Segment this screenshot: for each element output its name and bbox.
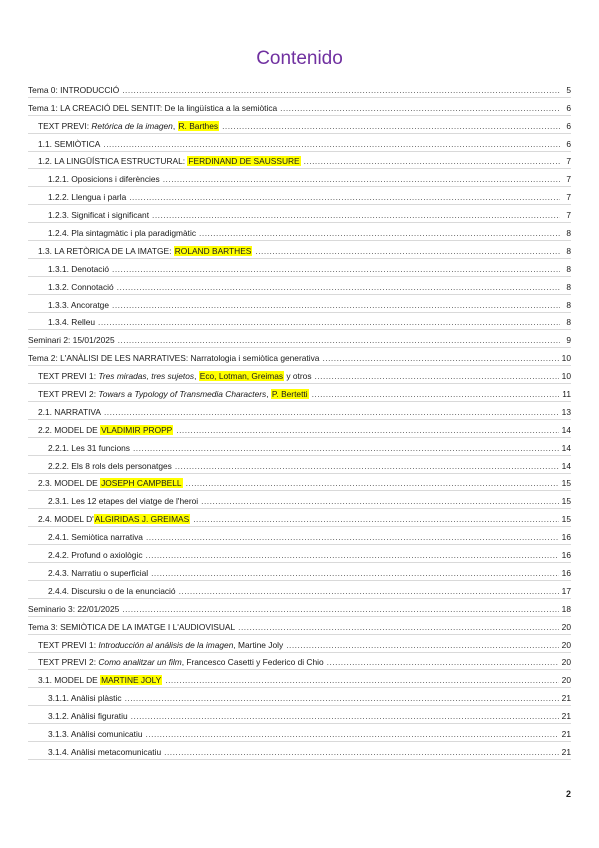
italic-title: Retórica de la imagen: [91, 120, 173, 131]
toc-text-part: 2.2.1. Les 31 funcions: [48, 442, 130, 453]
toc-text-part: 2.4.1. Semiòtica narrativa: [48, 532, 143, 543]
dot-leader: [118, 335, 560, 345]
toc-text-part: 2.3.1. Les 12 etapes del viatge de l'heroi: [48, 496, 199, 507]
toc-text-part: Tema 3: SEMIÒTICA DE LA IMATGE I L'AUDIOVISUAL: [28, 621, 236, 632]
dot-leader: [146, 729, 559, 739]
toc-page-number: 6: [566, 102, 571, 113]
toc-text-part: 3.1.1. Anàlisi plàstic: [48, 693, 122, 704]
toc-text-part: ,: [172, 120, 178, 131]
italic-title: Towars a Typology of Transmedia Characters: [98, 389, 267, 400]
toc-entry-title: [28, 353, 319, 363]
toc-entry-title: [48, 729, 143, 739]
toc-entry[interactable]: [28, 617, 571, 635]
toc-text-part: ,: [266, 389, 271, 400]
toc-entry[interactable]: [28, 134, 571, 152]
toc-entry[interactable]: [28, 116, 571, 134]
toc-page-number: 14: [561, 442, 571, 453]
highlighted-author: ALGIRIDAS J. GREIMAS: [94, 514, 190, 525]
dot-leader: [186, 478, 559, 488]
toc-entry[interactable]: [28, 187, 571, 205]
toc-entry-title: [28, 622, 235, 632]
toc-text-part: 1.3.1. Denotació: [48, 263, 109, 274]
toc-entry-title: [38, 657, 324, 667]
toc-text-part: 1.3.3. Ancoratge: [48, 299, 109, 310]
italic-title: Como analitzar un film: [98, 657, 182, 668]
toc-entry[interactable]: [28, 366, 571, 384]
toc-page-number: 15: [561, 514, 571, 525]
toc-entry-title: [38, 478, 183, 488]
toc-entry[interactable]: [28, 384, 571, 402]
toc-entry[interactable]: [28, 688, 571, 706]
toc-text-part: 1.2.2. Llengua i parla: [48, 192, 127, 203]
toc-entry-title: [48, 300, 109, 310]
toc-entry[interactable]: [28, 581, 571, 599]
toc-entry-title: [48, 228, 196, 238]
toc-entry[interactable]: [28, 438, 571, 456]
dot-leader: [122, 604, 558, 614]
toc-entry-title: [48, 532, 143, 542]
toc-entry[interactable]: [28, 259, 571, 277]
toc-entry-title: [48, 192, 126, 202]
highlighted-author: VLADIMIR PROPP: [101, 424, 173, 435]
dot-leader: [176, 425, 558, 435]
toc-entry[interactable]: [28, 527, 571, 545]
dot-leader: [280, 103, 560, 113]
toc-entry[interactable]: [28, 348, 571, 366]
toc-text-part: 1.2. LA LINGÜÍSTICA ESTRUCTURAL:: [38, 156, 188, 167]
toc-page-number: 8: [566, 245, 571, 256]
toc-text-part: 1.2.3. Significat i significant: [48, 210, 150, 221]
toc-text-part: Tema 1: LA CREACIÓ DEL SENTIT: De la lingüística a la semiòtica: [28, 102, 278, 113]
toc-entry[interactable]: [28, 653, 571, 671]
dot-leader: [152, 210, 560, 220]
toc-entry-title: [38, 407, 101, 417]
toc-page-number: 7: [566, 210, 571, 221]
toc-entry-title: [48, 461, 172, 471]
toc-entry-title: [28, 335, 115, 345]
toc-text-part: 3.1.2. Anàlisi figuratiu: [48, 711, 128, 722]
dot-leader: [315, 371, 559, 381]
toc-text-part: ,: [194, 371, 199, 382]
toc-text-part: 3.1.4. Anàlisi metacomunicatiu: [48, 746, 162, 757]
toc-entry-title: [48, 174, 160, 184]
dot-leader: [193, 514, 558, 524]
toc-entry-title: [48, 496, 198, 506]
toc-text-part: 2.1. NARRATIVA: [38, 406, 101, 417]
toc-entry-title: [38, 371, 312, 381]
toc-page-number: 16: [561, 532, 571, 543]
toc-entry-title: [48, 550, 143, 560]
toc-entry-title: [38, 425, 173, 435]
toc-text-part: 2.2.2. Els 8 rols dels personatges: [48, 460, 172, 471]
toc-text-part: 1.1. SEMIÒTICA: [38, 138, 101, 149]
toc-entry-title: [38, 640, 283, 650]
toc-entry[interactable]: [28, 491, 571, 509]
toc-entry-title: [48, 747, 161, 757]
toc-entry[interactable]: [28, 599, 571, 617]
toc-page-number: 15: [561, 496, 571, 507]
toc-entry[interactable]: [28, 169, 571, 187]
toc-text-part: 2.4.2. Profund o axiològic: [48, 550, 143, 561]
highlighted-author: ROLAND BARTHES: [174, 245, 252, 256]
toc-text-part: Seminari 2: 15/01/2025: [28, 335, 115, 346]
toc-page-number: 16: [561, 550, 571, 561]
dot-leader: [286, 640, 558, 650]
dot-leader: [98, 317, 560, 327]
highlighted-author: P. Bertetti: [271, 389, 308, 400]
toc-entry-title: [48, 443, 130, 453]
dot-leader: [201, 496, 559, 506]
toc-page-number: 9: [566, 335, 571, 346]
toc-entry-title: [38, 246, 252, 256]
toc-text-part: 2.4. MODEL D': [38, 514, 94, 525]
toc-entry[interactable]: [28, 456, 571, 474]
toc-page-number: 21: [561, 693, 571, 704]
dot-leader: [151, 568, 559, 578]
toc-text-part: TEXT PREVI 2:: [38, 657, 99, 668]
dot-leader: [327, 657, 559, 667]
dot-leader: [164, 747, 559, 757]
toc-entry[interactable]: [28, 509, 571, 527]
toc-entry-title: [38, 156, 301, 166]
dot-leader: [165, 675, 558, 685]
toc-text-part: 1.3.2. Connotació: [48, 281, 114, 292]
highlighted-author: Eco, Lotman, Greimas: [199, 371, 284, 382]
toc-text-part: , Francesco Casetti y Federico di Chio: [181, 657, 324, 668]
toc-text-part: 2.4.3. Narratiu o superficial: [48, 567, 149, 578]
toc-page-number: 14: [561, 424, 571, 435]
toc-text-part: 1.3.4. Relleu: [48, 317, 96, 328]
toc-text-part: 1.2.4. Pla sintagmàtic i pla paradigmàtic: [48, 228, 197, 239]
dot-leader: [104, 407, 559, 417]
toc-entry[interactable]: [28, 205, 571, 223]
toc-entry[interactable]: [28, 474, 571, 492]
toc-entry[interactable]: [28, 313, 571, 331]
toc-page-number: 14: [561, 460, 571, 471]
toc-entry[interactable]: [28, 563, 571, 581]
dot-leader: [117, 282, 560, 292]
toc-text-part: Seminario 3: 22/01/2025: [28, 603, 120, 614]
toc-page-number: 8: [566, 317, 571, 328]
dot-leader: [112, 264, 560, 274]
dot-leader: [255, 246, 560, 256]
toc-page-number: 7: [566, 156, 571, 167]
toc-text-part: 3.1.3. Anàlisi comunicatiu: [48, 728, 143, 739]
dot-leader: [312, 389, 560, 399]
toc-entry[interactable]: [28, 706, 571, 724]
table-of-contents: [28, 80, 571, 760]
toc-entry[interactable]: [28, 223, 571, 241]
toc-page-number: 10: [561, 353, 571, 364]
toc-entry-title: [48, 568, 148, 578]
toc-entry-title: [28, 85, 119, 95]
toc-entry-title: [28, 604, 119, 614]
toc-page-number: 20: [561, 621, 571, 632]
toc-entry[interactable]: [28, 742, 571, 760]
toc-page-number: 20: [561, 657, 571, 668]
toc-text-part: y otros: [284, 371, 312, 382]
toc-text-part: 2.3. MODEL DE: [38, 478, 101, 489]
toc-entry[interactable]: [28, 241, 571, 259]
toc-text-part: TEXT PREVI 1:: [38, 639, 99, 650]
toc-entry-title: [48, 210, 149, 220]
toc-page-number: 17: [561, 585, 571, 596]
dot-leader: [146, 532, 559, 542]
toc-entry-title: [48, 264, 109, 274]
highlighted-author: MARTINE JOLY: [101, 675, 162, 686]
dot-leader: [125, 693, 559, 703]
toc-entry-title: [48, 317, 95, 327]
toc-entry-title: [48, 282, 114, 292]
toc-text-part: TEXT PREVI 2:: [38, 389, 99, 400]
italic-title: Tres miradas, tres sujetos: [98, 371, 195, 382]
toc-page-number: 5: [566, 84, 571, 95]
dot-leader: [146, 550, 559, 560]
toc-page-number: 20: [561, 675, 571, 686]
toc-entry-title: [38, 389, 309, 399]
toc-entry[interactable]: [28, 330, 571, 348]
toc-entry[interactable]: [28, 635, 571, 653]
toc-text-part: 1.2.1. Oposicions i diferències: [48, 174, 160, 185]
toc-page-number: 21: [561, 711, 571, 722]
dot-leader: [131, 711, 559, 721]
toc-text-part: TEXT PREVI 1:: [38, 371, 99, 382]
toc-page-number: 13: [561, 406, 571, 417]
dot-leader: [222, 121, 560, 131]
toc-entry-title: [48, 586, 176, 596]
toc-page-number: 16: [561, 567, 571, 578]
dot-leader: [179, 586, 559, 596]
toc-page-number: 7: [566, 192, 571, 203]
toc-entry[interactable]: [28, 80, 571, 98]
dot-leader: [129, 192, 560, 202]
dot-leader: [103, 139, 560, 149]
dot-leader: [112, 300, 560, 310]
page-number: 2: [565, 789, 571, 799]
page-title: Contenido: [256, 48, 343, 69]
toc-text-part: , Martine Joly: [233, 639, 284, 650]
toc-entry[interactable]: [28, 545, 571, 563]
toc-entry[interactable]: [28, 402, 571, 420]
toc-entry[interactable]: [28, 420, 571, 438]
toc-entry[interactable]: [28, 98, 571, 116]
highlighted-author: FERDINAND DE SAUSSURE: [188, 156, 300, 167]
toc-entry[interactable]: [28, 295, 571, 313]
highlighted-author: JOSEPH CAMPBELL: [101, 478, 182, 489]
toc-entry-title: [38, 675, 162, 685]
toc-text-part: TEXT PREVI:: [38, 120, 92, 131]
dot-leader: [133, 443, 559, 453]
toc-entry-title: [38, 139, 100, 149]
toc-text-part: Tema 2: L'ANÀLISI DE LES NARRATIVES: Narratologia i semiòtica generativa: [28, 353, 320, 364]
toc-text-part: 3.1. MODEL DE: [38, 675, 101, 686]
toc-page-number: 8: [566, 228, 571, 239]
dot-leader: [163, 174, 560, 184]
toc-text-part: 2.2. MODEL DE: [38, 424, 101, 435]
dot-leader: [238, 622, 559, 632]
toc-page-number: 8: [566, 299, 571, 310]
toc-page-number: 21: [561, 746, 571, 757]
dot-leader: [322, 353, 558, 363]
toc-page-number: 21: [561, 728, 571, 739]
toc-page-number: 8: [566, 263, 571, 274]
toc-entry-title: [48, 711, 128, 721]
dot-leader: [304, 156, 560, 166]
toc-text-part: 1.3. LA RETÒRICA DE LA IMATGE:: [38, 245, 174, 256]
dot-leader: [199, 228, 560, 238]
toc-page-number: 6: [566, 120, 571, 131]
toc-text-part: 2.4.4. Discursiu o de la enunciació: [48, 585, 176, 596]
toc-page-number: 8: [566, 281, 571, 292]
toc-page-number: 18: [561, 603, 571, 614]
toc-entry[interactable]: [28, 670, 571, 688]
toc-page-number: 11: [562, 389, 571, 400]
toc-text-part: Tema 0: INTRODUCCIÓ: [28, 84, 120, 95]
toc-entry[interactable]: [28, 277, 571, 295]
toc-page-number: 15: [561, 478, 571, 489]
italic-title: Introducción al análisis de la imagen: [98, 639, 234, 650]
dot-leader: [122, 85, 560, 95]
toc-entry[interactable]: [28, 152, 571, 170]
toc-entry-title: [48, 693, 122, 703]
toc-page-number: 7: [566, 174, 571, 185]
toc-entry-title: [28, 103, 277, 113]
toc-page-number: 20: [561, 639, 571, 650]
toc-page-number: 10: [561, 371, 571, 382]
dot-leader: [175, 461, 559, 471]
toc-entry[interactable]: [28, 724, 571, 742]
toc-entry-title: [38, 514, 190, 524]
highlighted-author: R. Barthes: [178, 120, 219, 131]
toc-entry-title: [38, 121, 219, 131]
toc-page-number: 6: [566, 138, 571, 149]
